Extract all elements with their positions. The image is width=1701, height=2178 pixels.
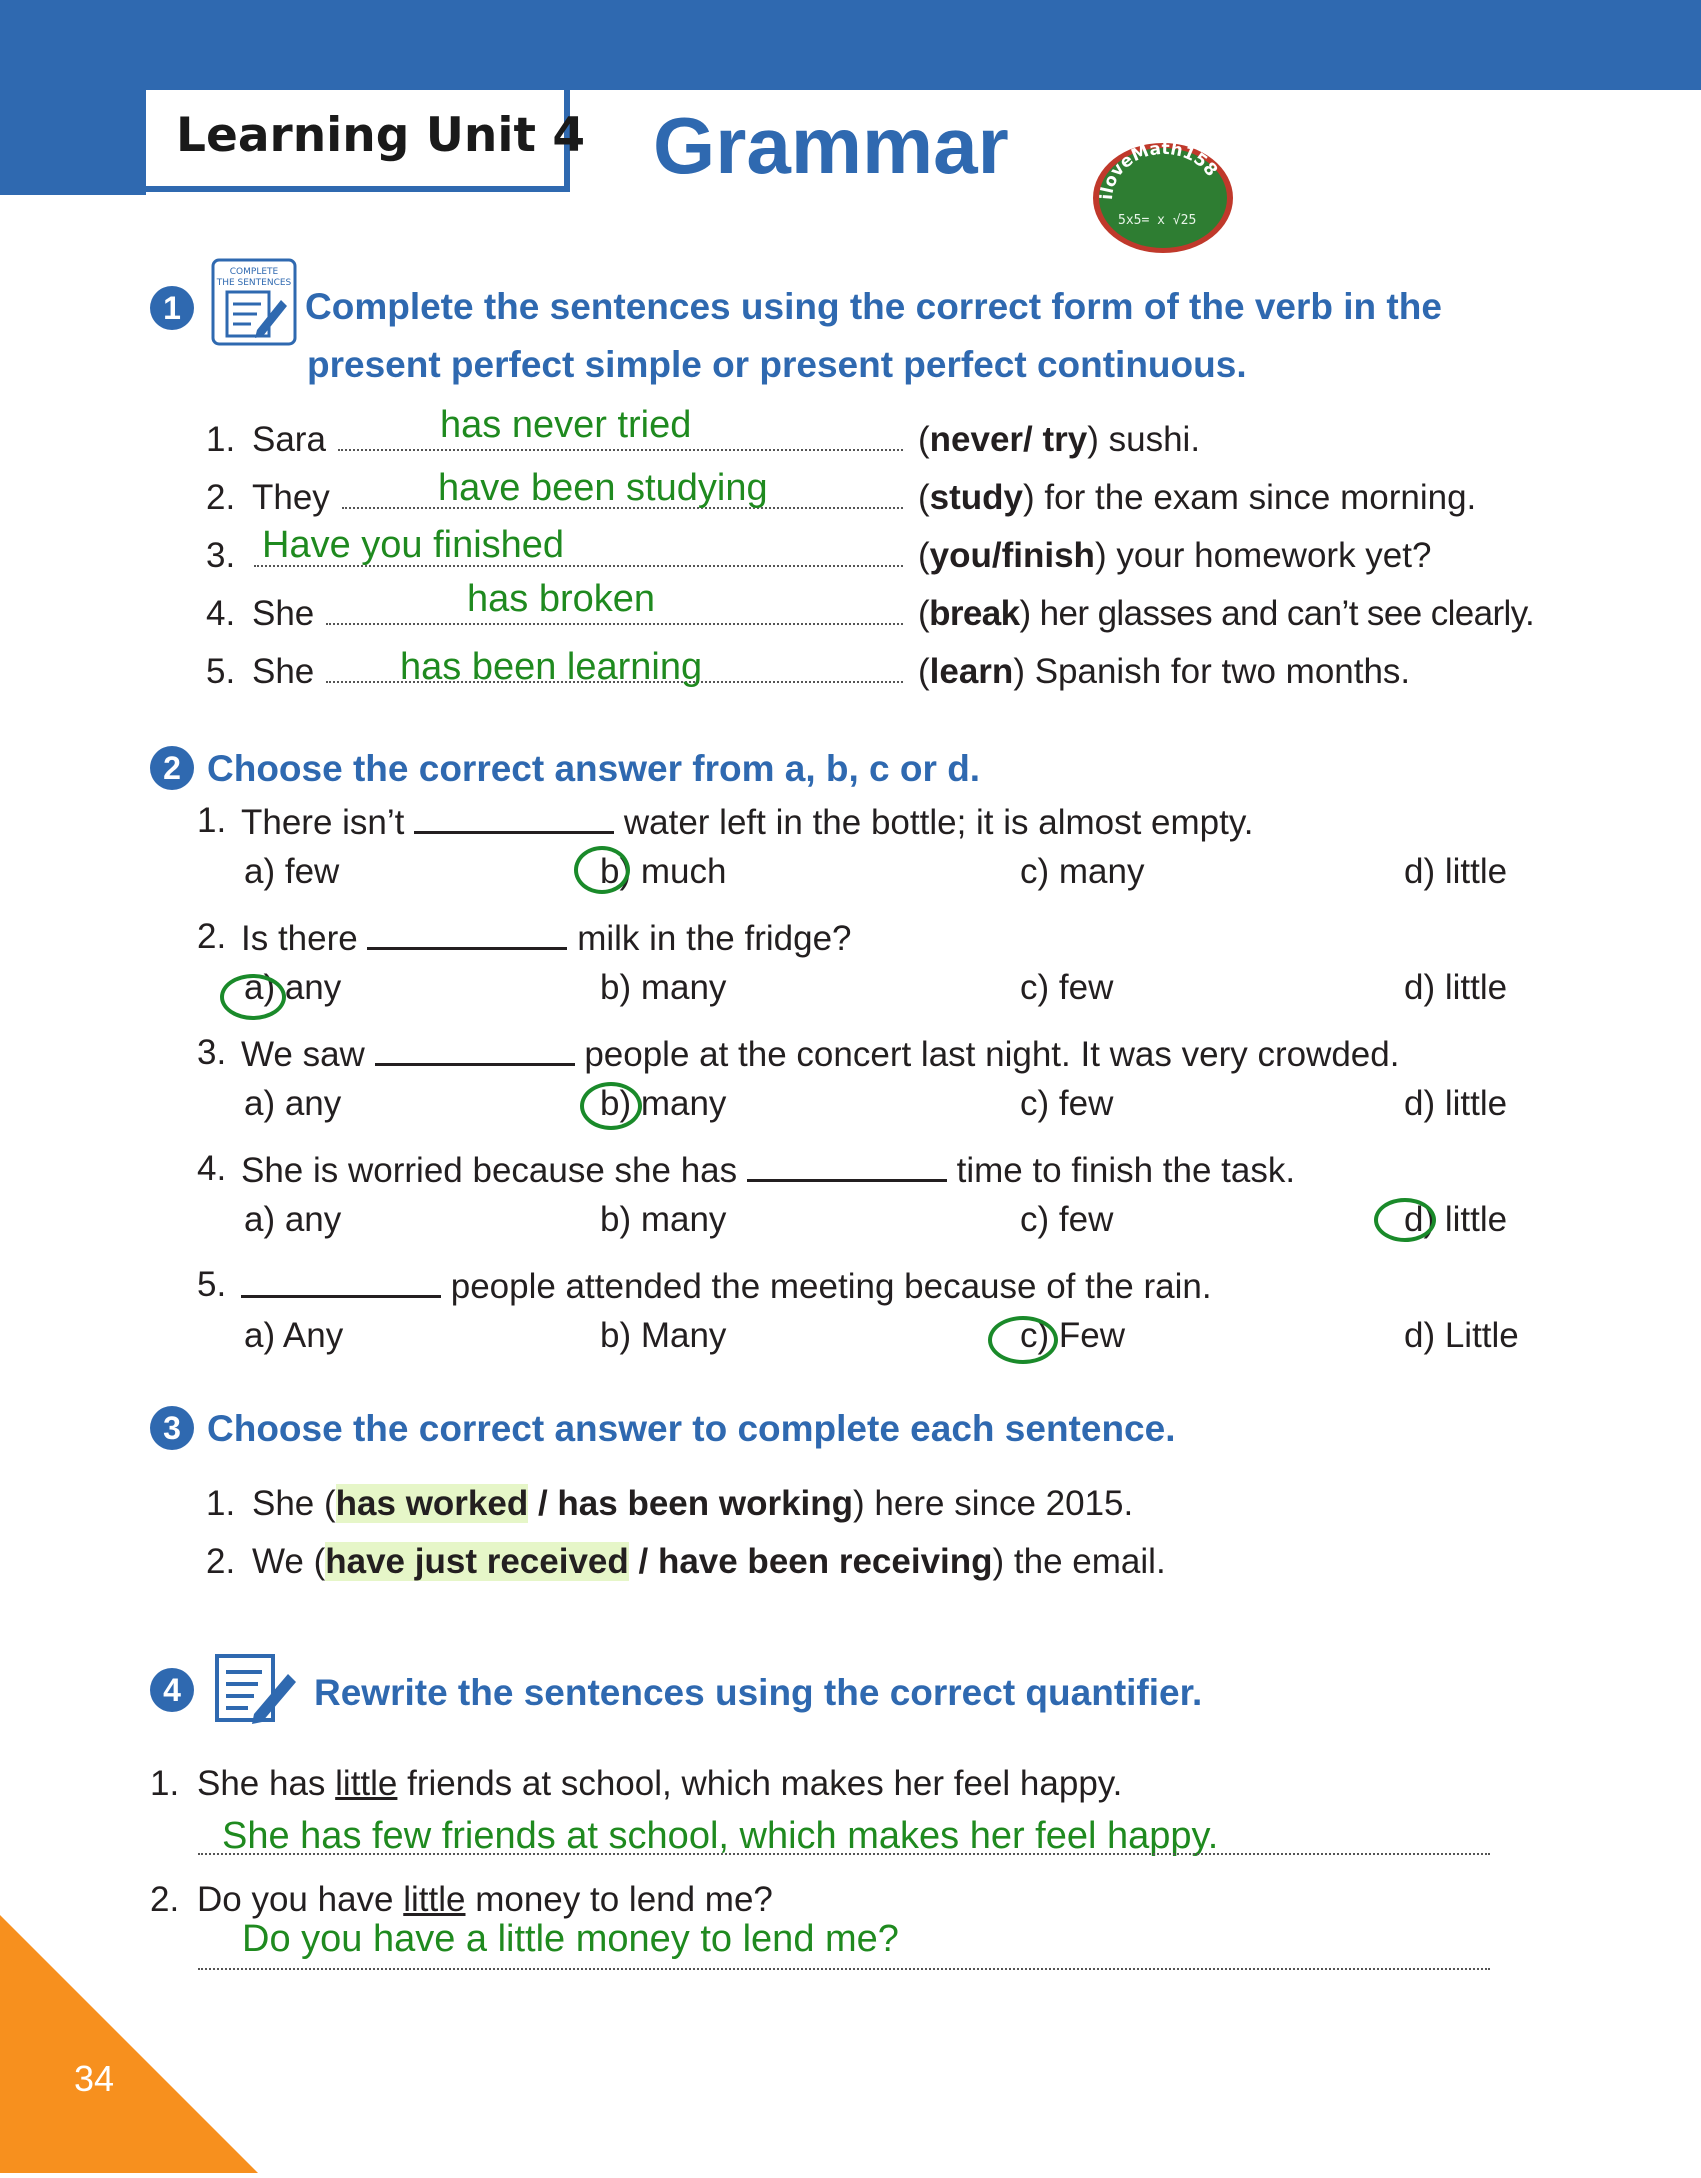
option[interactable]: a) any bbox=[244, 1084, 342, 1123]
option[interactable]: b) many bbox=[600, 1084, 727, 1123]
item-number: 3. bbox=[206, 536, 236, 575]
ilovemath-badge-logo bbox=[1090, 138, 1236, 261]
section-4-number: 4 bbox=[150, 1668, 194, 1712]
item-number: 2. bbox=[206, 478, 236, 517]
option[interactable]: b) many bbox=[600, 1200, 727, 1239]
verb-cue: (break) her glasses and can’t see clearly. bbox=[918, 594, 1535, 633]
item-subject: She bbox=[252, 652, 315, 691]
complete-sentences-icon bbox=[211, 258, 297, 351]
header-bar bbox=[0, 0, 1701, 90]
verb-cue: (you/finish) your homework yet? bbox=[918, 536, 1432, 575]
option[interactable]: c) few bbox=[1020, 1200, 1114, 1239]
handwritten-answer: Do you have a little money to lend me? bbox=[242, 1918, 899, 1960]
handwritten-answer: Have you finished bbox=[262, 524, 565, 566]
item-number: 4. bbox=[206, 594, 236, 633]
option[interactable]: a) Any bbox=[244, 1316, 344, 1355]
section-4-item-number: 1. bbox=[150, 1764, 180, 1803]
handwritten-answer: has been learning bbox=[400, 646, 703, 688]
answer-line bbox=[198, 1968, 1490, 1970]
answer-circle bbox=[220, 974, 286, 1020]
verb-cue: (learn) Spanish for two months. bbox=[918, 652, 1411, 691]
section-3-item: She (has worked / has been working) here since 2015. bbox=[252, 1484, 1134, 1523]
answer-blank bbox=[414, 801, 614, 834]
answer-circle bbox=[580, 1082, 642, 1130]
section-3-heading: Choose the correct answer to complete each sentence. bbox=[207, 1408, 1176, 1449]
header-side-block bbox=[0, 90, 146, 195]
unit-label: Learning Unit 4 bbox=[176, 108, 586, 163]
answer-circle bbox=[1374, 1198, 1436, 1242]
item-subject: Sara bbox=[252, 420, 326, 459]
item-number: 5. bbox=[206, 652, 236, 691]
question-number: 3. bbox=[197, 1033, 227, 1072]
option[interactable]: b) Many bbox=[600, 1316, 727, 1355]
section-3-item-number: 1. bbox=[206, 1484, 236, 1523]
option[interactable]: a) any bbox=[244, 1200, 342, 1239]
option[interactable]: b) many bbox=[600, 968, 727, 1007]
option[interactable]: a) any bbox=[244, 968, 342, 1007]
section-3-number: 3 bbox=[150, 1406, 194, 1450]
answer-line bbox=[338, 449, 903, 451]
item-subject: They bbox=[252, 478, 330, 517]
section-1-heading-line1: Complete the sentences using the correct form of the verb in the bbox=[305, 286, 1442, 327]
verb-cue: (never/ try) sushi. bbox=[918, 420, 1201, 459]
question-number: 4. bbox=[197, 1149, 227, 1188]
answer-blank bbox=[747, 1149, 947, 1182]
svg-text:5x5= x √25: 5x5= x √25 bbox=[1118, 213, 1197, 228]
option[interactable]: c) many bbox=[1020, 852, 1145, 891]
handwritten-answer: have been studying bbox=[438, 467, 768, 509]
question-number: 2. bbox=[197, 917, 227, 956]
option[interactable]: c) few bbox=[1020, 968, 1114, 1007]
page-title: Grammar bbox=[653, 101, 1009, 190]
section-4-item-number: 2. bbox=[150, 1880, 180, 1919]
item-number: 1. bbox=[206, 420, 236, 459]
question-text: Is there milk in the fridge? bbox=[241, 919, 852, 958]
question-text: people attended the meeting because of the rain. bbox=[241, 1265, 1212, 1307]
option[interactable]: a) few bbox=[244, 852, 340, 891]
svg-text:iloveMath158: iloveMath158 bbox=[1096, 138, 1222, 201]
handwritten-answer: has broken bbox=[467, 578, 656, 620]
item-subject: She bbox=[252, 594, 315, 633]
section-4-item: Do you have little money to lend me? bbox=[197, 1880, 773, 1919]
answer-line bbox=[198, 1853, 1490, 1855]
svg-text:THE SENTENCES: THE SENTENCES bbox=[216, 278, 292, 288]
rewrite-icon bbox=[214, 1650, 300, 1731]
option[interactable]: d) little bbox=[1404, 1200, 1508, 1239]
page-number: 34 bbox=[74, 2058, 115, 2099]
question-text: There isn’t water left in the bottle; it is almost empty. bbox=[241, 803, 1254, 842]
section-2-heading: Choose the correct answer from a, b, c or d. bbox=[207, 748, 981, 789]
option[interactable]: d) little bbox=[1404, 852, 1508, 891]
question-text: She is worried because she has time to finish the task. bbox=[241, 1151, 1296, 1190]
answer-blank bbox=[241, 1265, 441, 1298]
option[interactable]: d) little bbox=[1404, 968, 1508, 1007]
section-3-item: We (have just received / have been receiving) the email. bbox=[252, 1542, 1166, 1581]
answer-blank bbox=[367, 917, 567, 950]
answer-circle bbox=[988, 1316, 1058, 1364]
section-1-heading-line2: present perfect simple or present perfect continuous. bbox=[307, 344, 1247, 385]
handwritten-answer: She has few friends at school, which makes her feel happy. bbox=[222, 1815, 1219, 1857]
section-1-number: 1 bbox=[150, 286, 194, 330]
option[interactable]: c) few bbox=[1020, 1084, 1114, 1123]
selected-choice: has worked bbox=[335, 1484, 529, 1523]
option[interactable]: c) Few bbox=[1020, 1316, 1125, 1355]
question-number: 1. bbox=[197, 801, 227, 840]
selected-choice: have just received bbox=[325, 1542, 629, 1581]
section-2-number: 2 bbox=[150, 746, 194, 790]
section-4-heading: Rewrite the sentences using the correct quantifier. bbox=[314, 1672, 1203, 1713]
verb-cue: (study) for the exam since morning. bbox=[918, 478, 1477, 517]
option[interactable]: d) Little bbox=[1404, 1316, 1519, 1355]
answer-blank bbox=[375, 1033, 575, 1066]
answer-line bbox=[326, 623, 903, 625]
handwritten-answer: has never tried bbox=[440, 404, 692, 446]
option[interactable]: b) much bbox=[600, 852, 727, 891]
page-corner-decoration bbox=[0, 1915, 260, 2178]
answer-circle bbox=[574, 846, 630, 894]
section-4-item: She has little friends at school, which makes her feel happy. bbox=[197, 1764, 1123, 1803]
question-text: We saw people at the concert last night. It was very crowded. bbox=[241, 1035, 1400, 1074]
svg-text:COMPLETE: COMPLETE bbox=[229, 267, 279, 277]
section-3-item-number: 2. bbox=[206, 1542, 236, 1581]
option[interactable]: d) little bbox=[1404, 1084, 1508, 1123]
question-number: 5. bbox=[197, 1265, 227, 1304]
